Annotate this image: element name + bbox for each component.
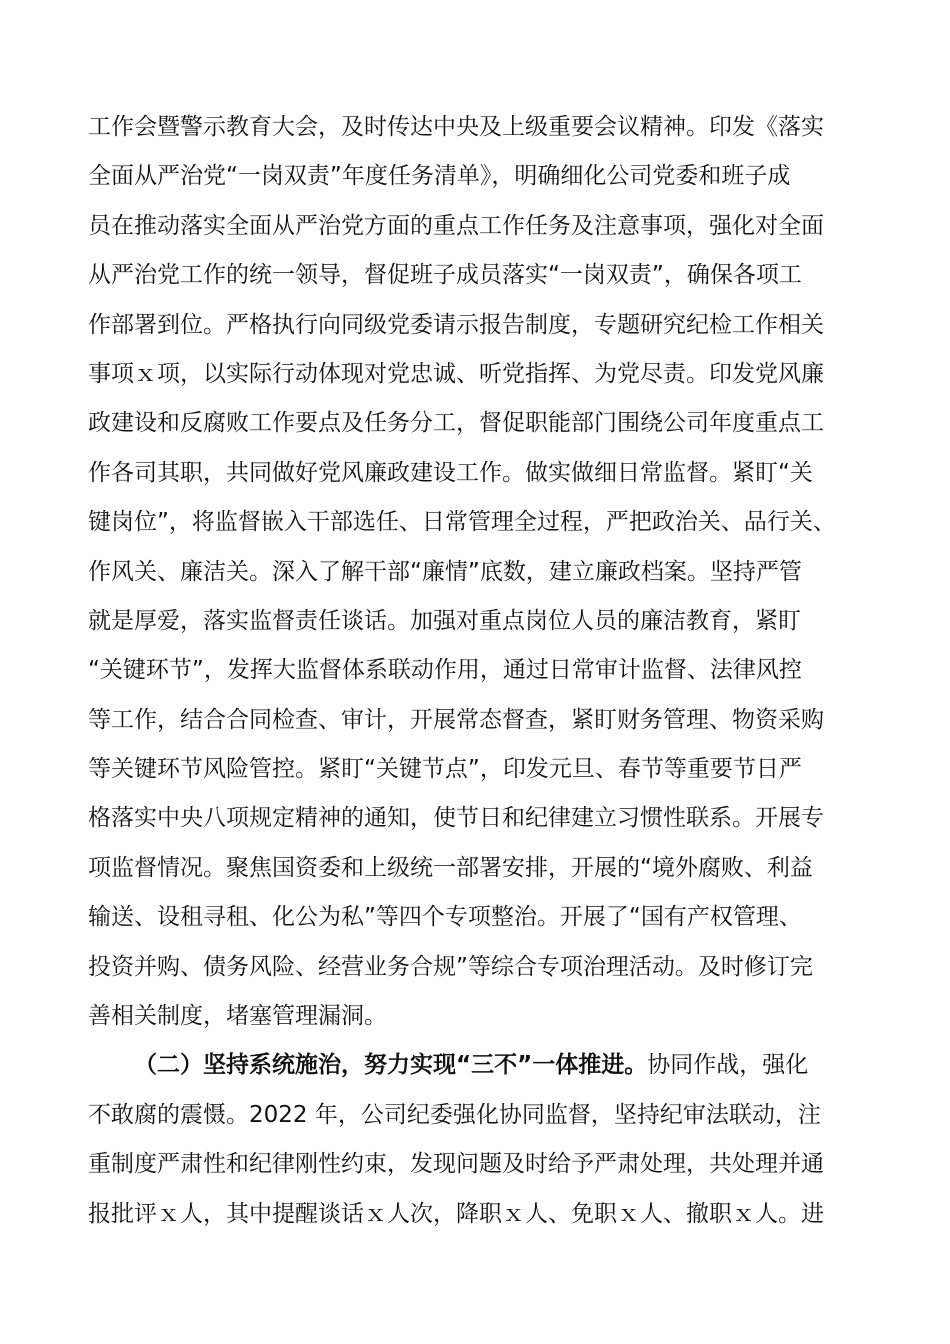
heading-line-text: 协同作战，强化: [647, 1052, 809, 1079]
text-line: 作风关、廉洁关。深入了解干部“廉情”底数，建立廉政档案。坚持严管: [88, 558, 802, 585]
text-line: 善相关制度，堵塞管理漏洞。: [88, 1003, 387, 1030]
text-line: 键岗位”，将监督嵌入干部选任、日常管理全过程，严把政治关、品行关、: [88, 509, 836, 536]
paragraph-1: [88, 103, 866, 1041]
text-line: 等工作，结合合同检查、审计，开展常态督查，紧盯财务管理、物资采购: [88, 706, 824, 733]
text-line: “关键环节”，发挥大监督体系联动作用，通过日常审计监督、法律风控: [88, 657, 802, 684]
section-heading: （二）坚持系统施治，努力实现“三不”一体推进。: [134, 1052, 648, 1079]
text-line: 投资并购、债务风险、经营业务合规”等综合专项治理活动。及时修订完: [88, 953, 813, 980]
text-line: 全面从严治党“一岗双责”年度任务清单》，明确细化公司党委和班子成: [88, 163, 791, 190]
text-line: 员在推动落实全面从严治党方面的重点工作任务及注意事项，强化对全面: [88, 212, 824, 239]
text-line: 格落实中央八项规定精神的通知，使节日和纪律建立习惯性联系。开展专: [88, 805, 824, 832]
text-line: 从严治党工作的统一领导，督促班子成员落实“一岗双责”，确保各项工: [88, 262, 802, 289]
section-heading-line: [88, 1041, 866, 1090]
text-line: 工作会暨警示教育大会，及时传达中央及上级重要会议精神。印发《落实: [88, 114, 824, 140]
text-line: 就是厚爱，落实监督责任谈话。加强对重点岗位人员的廉洁教育，紧盯: [88, 607, 801, 634]
text-line: 作各司其职，共同做好党风廉政建设工作。做实做细日常监督。紧盯“关: [88, 459, 813, 486]
text-line: 作部署到位。严格执行向同级党委请示报告制度，专题研究纪检工作相关: [88, 311, 824, 338]
text-line: 项监督情况。聚焦国资委和上级统一部署安排，开展的“境外腐败、利益: [88, 854, 813, 881]
paragraph-2: [88, 1041, 866, 1239]
text-line: 事项ｘ项，以实际行动体现对党忠诚、听党指挥、为党尽责。印发党风廉: [88, 360, 824, 387]
text-line: 等关键环节风险管控。紧盯“关键节点”，印发元旦、春节等重要节日严: [88, 756, 802, 783]
document-body: [88, 103, 866, 1239]
text-line: 不敢腐的震慑。2022 年，公司纪委强化协同监督，坚持纪审法联动，注: [88, 1101, 821, 1128]
text-line: 报批评ｘ人，其中提醒谈话ｘ人次，降职ｘ人、免职ｘ人、撤职ｘ人。进: [88, 1200, 824, 1227]
text-line: 政建设和反腐败工作要点及任务分工，督促职能部门围绕公司年度重点工: [88, 410, 824, 437]
text-line: 重制度严肃性和纪律刚性约束，发现问题及时给予严肃处理，共处理并通: [88, 1151, 824, 1178]
text-line: 输送、设租寻租、化公为私”等四个专项整治。开展了“国有产权管理、: [88, 904, 802, 931]
